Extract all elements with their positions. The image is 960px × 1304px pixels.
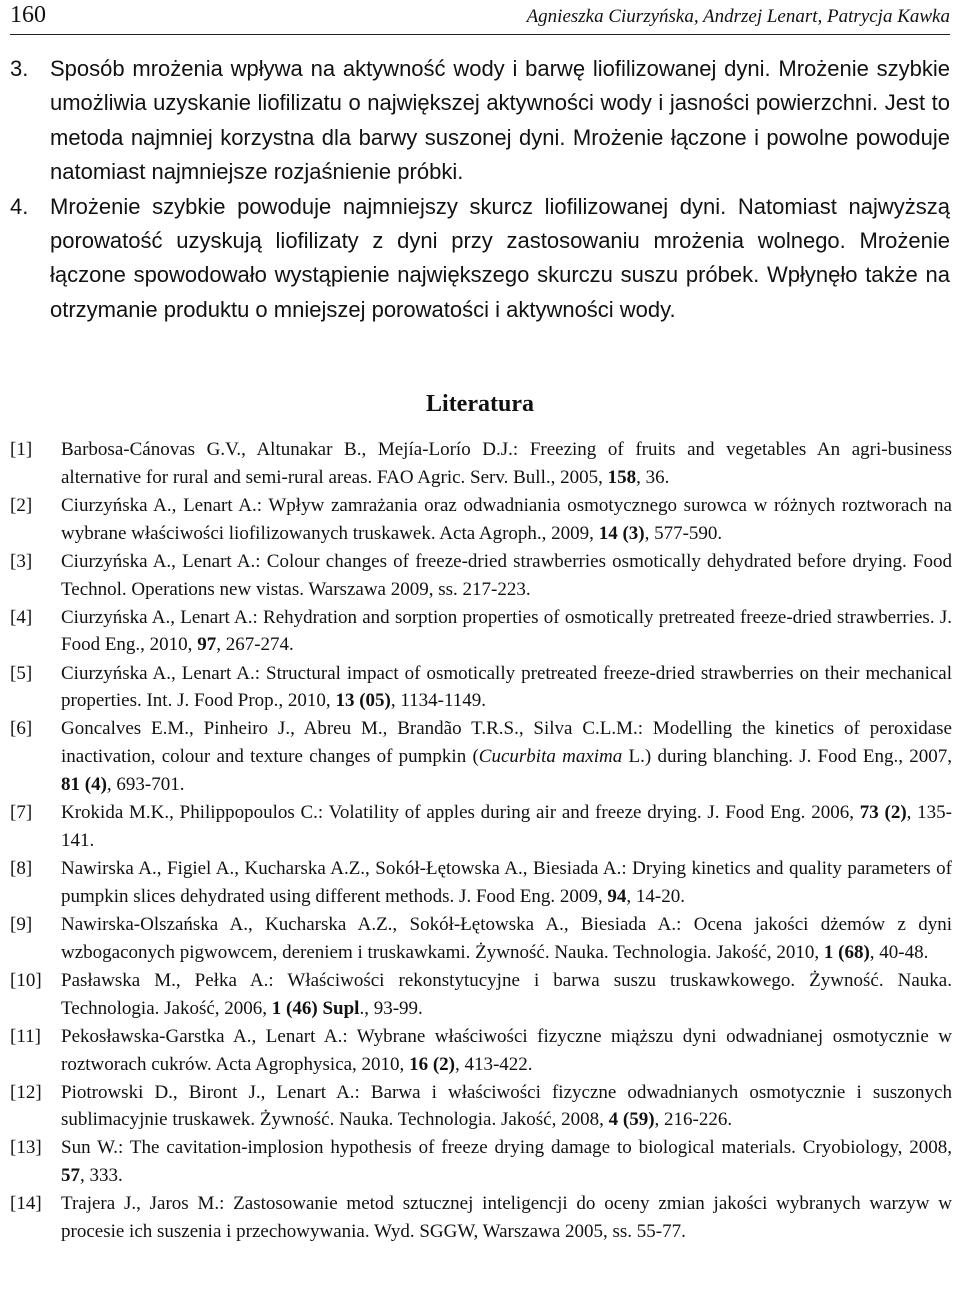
reference-number: [5] [10,662,33,684]
reference-volume: 94 [607,885,627,907]
reference-segment: , 14-20. [626,885,685,907]
conclusion-item [10,52,950,190]
reference-item [10,715,952,798]
reference-text [61,1193,952,1242]
reference-item [10,492,952,548]
conclusion-item [10,190,950,328]
reference-segment: Trajera J., Jaros M.: Zastosowanie metod sztucznej inteligencji do oceny zmian jakości wybranych warzyw w procesie ich suszenia i przechowywania. Wyd. SGGW, Warszawa 2005, ss. 55-77. [61,1193,952,1243]
reference-segment: Ciurzyńska A., Lenart A.: Structural impact of osmotically pretreated freeze-dried strawberries on their mechanical properties. Int. J. Food Prop., 2010, [61,662,952,712]
reference-item [10,1079,952,1135]
reference-text [61,718,952,795]
reference-italic-term: Cucurbita maxima [478,746,623,768]
reference-segment: Nawirska-Olszańska A., Kucharska A.Z., Sokół-Łętowska A., Biesiada A.: Ocena jakości dżemów z dyni wzbogaconych pigwowcem, dereniem i truskawkami. Żywność. Nauka. Technologia. Jakość, 2010, [61,913,952,963]
reference-number: [4] [10,606,33,628]
reference-segment: Barbosa-Cánovas G.V., Altunakar B., Mejía-Lorío D.J.: Freezing of fruits and vegetables An agri-business alternative for rural and semi-rural areas. FAO Agric. Serv. Bull., 2005, [61,439,952,488]
reference-segment: Nawirska A., Figiel A., Kucharska A.Z., Sokół-Łętowska A., Biesiada A.: Drying kinetics and quality parameters of pumpkin slices dehydrated using different methods. J. Food Eng. 2009, [61,858,952,907]
reference-text [61,495,952,544]
reference-volume: 158 [607,466,637,488]
page-number: 160 [10,2,46,28]
reference-number: [8] [10,858,33,880]
reference-item [10,1190,952,1246]
reference-text [61,914,952,963]
conclusion-number: 4. [10,193,29,219]
reference-segment: Pasławska M., Pełka A.: Właściwości rekonstytucyjne i barwa suszu truskawkowego. Żywność. Nauka. Technologia. Jakość, 2006, [61,969,952,1019]
reference-segment: , 40-48. [869,941,929,963]
reference-item [10,660,952,716]
reference-number: [12] [10,1081,42,1103]
reference-volume: 16 (2) [409,1053,455,1075]
reference-number: [10] [10,969,42,991]
reference-number: [2] [10,494,33,516]
reference-text [61,802,952,851]
reference-item [10,911,952,967]
reference-number: [1] [10,439,33,460]
reference-segment: , 333. [80,1165,123,1187]
reference-volume: 57 [61,1165,80,1187]
reference-segment: , 267-274. [216,634,294,656]
reference-volume: 1 (46) Supl [271,997,360,1019]
reference-text [61,970,952,1019]
reference-text [61,1082,952,1131]
reference-text [61,858,952,907]
conclusions-list [10,52,950,327]
reference-segment: , 216-226. [654,1109,733,1131]
reference-segment: , 135-141. [61,802,953,851]
reference-number: [6] [10,718,33,740]
reference-volume: 1 (68) [823,941,870,963]
reference-number: [3] [10,550,33,572]
reference-segment: L.) during blanching. J. Food Eng., 2007, [622,746,953,768]
reference-text [61,1137,952,1186]
reference-item [10,967,952,1023]
reference-segment: Sun W.: The cavitation-implosion hypothesis of freeze drying damage to biological materials. Cryobiology, 2008, [61,1137,952,1159]
reference-number: [7] [10,802,33,824]
reference-item [10,855,952,911]
reference-item [10,1134,952,1190]
conclusion-text: Sposób mrożenia wpływa na aktywność wody i barwę liofilizowanej dyni. Mrożenie szybkie umożliwia uzyskanie liofilizatu o największej aktywności wody i jasności powierzchni. Jest to metoda najmniej korzystna dla barwy suszonej dyni. Mrożenie łączone i powolne powoduje natomiast najmniejsze rozjaśnienie próbki. [50,56,950,185]
reference-segment: Krokida M.K., Philippopoulos C.: Volatility of apples during air and freeze drying. J. Food Eng. 2006, [61,802,860,824]
reference-number: [11] [10,1025,41,1047]
reference-segment: , 577-590. [644,522,723,544]
reference-segment: , 693-701. [106,774,185,796]
reference-volume: 14 (3) [598,522,645,544]
page-header [10,0,950,35]
conclusion-number: 3. [10,56,29,81]
reference-segment: ., 93-99. [359,997,423,1019]
reference-segment: , 1134-1149. [390,690,487,712]
reference-segment: , 36. [636,466,670,488]
reference-segment: Goncalves E.M., Pinheiro J., Abreu M., Brandão T.R.S., Silva C.L.M.: Modelling the kinetics of peroxidase inactivation, colour and texture changes of pumpkin ( [61,718,952,768]
reference-volume: 4 (59) [608,1109,655,1131]
reference-volume: 97 [197,634,217,656]
conclusion-text: Mrożenie szybkie powoduje najmniejszy skurcz liofilizowanej dyni. Natomiast najwyższą porowatość uzyskują liofilizaty z dyni przy zastosowaniu mrożenia wolnego. Mrożenie łączone spowodowało wystąpienie największego skurczu suszu próbek. Wpłynęło także na otrzymanie produktu o mniejszej porowatości i aktywności wody. [50,193,950,322]
reference-number: [13] [10,1137,42,1159]
reference-item [10,604,952,660]
reference-list [10,436,952,1246]
reference-item [10,1023,952,1079]
reference-item [10,548,952,604]
reference-text [61,607,952,656]
reference-number: [9] [10,913,33,935]
reference-segment: Pekosławska-Garstka A., Lenart A.: Wybrane właściwości fizyczne miąższu dyni odwadnianej osmotycznie w roztworach cukrów. Acta Agrophysica, 2010, [61,1025,952,1075]
reference-text [61,1026,952,1075]
reference-volume: 81 (4) [61,774,107,796]
literature-heading: Literatura [426,391,534,417]
reference-text [61,439,952,488]
reference-text [61,663,952,712]
reference-volume: 13 (05) [335,690,391,712]
reference-segment: Piotrowski D., Biront J., Lenart A.: Barwa i właściwości fizyczne odwadnianych osmotycznie i suszonych sublimacyjnie truskawek. Żywność. Nauka. Technologia. Jakość, 2008, [61,1081,952,1131]
reference-volume: 73 (2) [859,802,907,824]
reference-text [61,551,952,600]
reference-segment: , 413-422. [454,1053,533,1075]
reference-item [10,799,952,855]
running-head-authors: Agnieszka Ciurzyńska, Andrzej Lenart, Patrycja Kawka [526,6,950,27]
reference-segment: Ciurzyńska A., Lenart A.: Rehydration and sorption properties of osmotically pretreated freeze-dried strawberries. J. Food Eng., 2010, [61,606,952,656]
reference-number: [14] [10,1193,42,1215]
reference-segment: Ciurzyńska A., Lenart A.: Colour changes of freeze-dried strawberries osmotically dehydrated before drying. Food Technol. Operations new vistas. Warszawa 2009, ss. 217-223. [61,550,952,600]
reference-segment: Ciurzyńska A., Lenart A.: Wpływ zamrażania oraz odwadniania osmotycznego surowca w różnych roztworach na wybrane właściwości liofilizowanych truskawek. Acta Agroph., 2009, [61,494,952,544]
reference-item [10,436,952,492]
